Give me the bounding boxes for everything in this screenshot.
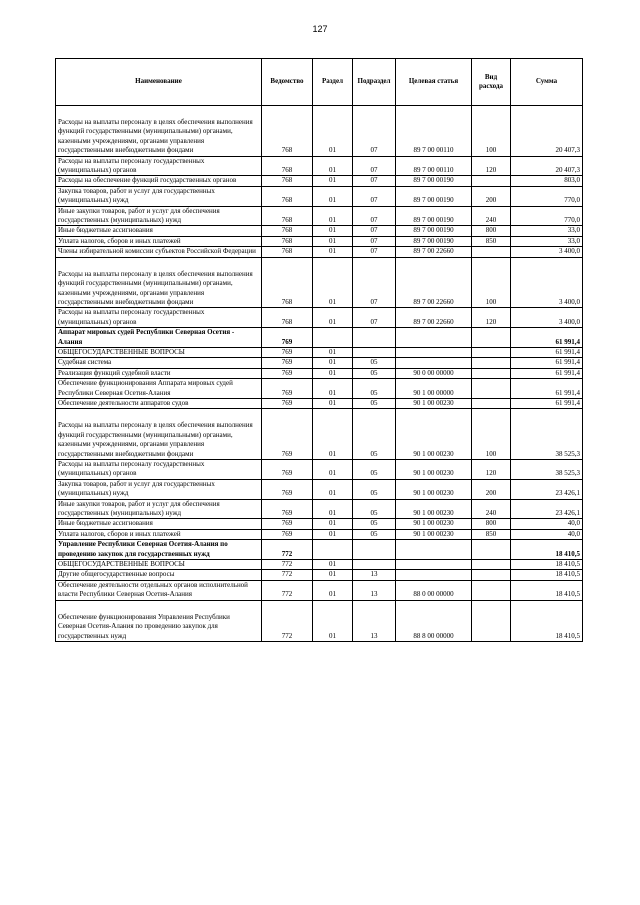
cell-name: Закупка товаров, работ и услуг для государственных (муниципальных) нужд xyxy=(56,186,262,206)
cell-subsection: 07 xyxy=(353,226,396,236)
cell-department: 768 xyxy=(262,176,313,186)
cell-subsection: 05 xyxy=(353,398,396,408)
cell-name: Иные бюджетные ассигнования xyxy=(56,226,262,236)
cell-name: Иные закупки товаров, работ и услуг для обеспечения государственных (муниципальных) нужд xyxy=(56,499,262,519)
cell-section: 01 xyxy=(313,106,353,157)
cell-amount: 23 426,1 xyxy=(511,499,583,519)
cell-amount: 18 410,5 xyxy=(511,540,583,560)
cell-expense-type: 800 xyxy=(472,519,511,529)
cell-amount: 23 426,1 xyxy=(511,479,583,499)
cell-target-article: 90 0 00 00000 xyxy=(396,368,472,378)
cell-section: 01 xyxy=(313,519,353,529)
cell-subsection xyxy=(353,328,396,348)
cell-name: Расходы на выплаты персоналу в целях обеспечения выполнения функций государственными (муниципальными) органами, казенными учреждениями, органами управления государственными внебюджетными фондами xyxy=(56,106,262,157)
cell-expense-type xyxy=(472,176,511,186)
table-row xyxy=(56,560,583,570)
header-subsection: Подраздел xyxy=(353,59,396,106)
cell-amount: 18 410,5 xyxy=(511,570,583,580)
cell-name: Расходы на выплаты персоналу государственных (муниципальных) органов xyxy=(56,156,262,176)
cell-department: 769 xyxy=(262,398,313,408)
cell-subsection: 05 xyxy=(353,368,396,378)
cell-name: Управление Республики Северная Осетия-Алания по проведению закупок для государственных нужд xyxy=(56,540,262,560)
cell-name: Расходы на выплаты персоналу в целях обеспечения выполнения функций государственными (муниципальными) органами, казенными учреждениями, органами управления государственными внебюджетными фондами xyxy=(56,257,262,308)
cell-section: 01 xyxy=(313,379,353,399)
cell-amount: 61 991,4 xyxy=(511,368,583,378)
cell-target-article: 90 1 00 00230 xyxy=(396,398,472,408)
cell-subsection: 07 xyxy=(353,106,396,157)
cell-expense-type: 120 xyxy=(472,308,511,328)
cell-section: 01 xyxy=(313,236,353,246)
cell-section: 01 xyxy=(313,460,353,480)
cell-name: Обеспечение деятельности аппаратов судов xyxy=(56,398,262,408)
cell-subsection: 07 xyxy=(353,206,396,226)
cell-subsection xyxy=(353,560,396,570)
cell-department: 769 xyxy=(262,529,313,539)
cell-amount: 61 991,4 xyxy=(511,358,583,368)
cell-expense-type xyxy=(472,347,511,357)
table-row xyxy=(56,358,583,368)
cell-target-article xyxy=(396,347,472,357)
header-name: Наименование xyxy=(56,59,262,106)
cell-section: 01 xyxy=(313,398,353,408)
cell-department: 769 xyxy=(262,479,313,499)
cell-section: 01 xyxy=(313,600,353,641)
table-row xyxy=(56,398,583,408)
table-row xyxy=(56,328,583,348)
table-row xyxy=(56,540,583,560)
cell-name: Обеспечение функционирования Аппарата мировых судей Республики Северная Осетия-Алания xyxy=(56,379,262,399)
cell-expense-type xyxy=(472,379,511,399)
cell-target-article: 89 7 00 22660 xyxy=(396,257,472,308)
cell-subsection: 05 xyxy=(353,479,396,499)
cell-department: 769 xyxy=(262,460,313,480)
header-target-article: Целевая статья xyxy=(396,59,472,106)
cell-subsection: 07 xyxy=(353,257,396,308)
cell-amount: 3 400,0 xyxy=(511,308,583,328)
cell-department: 768 xyxy=(262,226,313,236)
cell-name: Судебная система xyxy=(56,358,262,368)
cell-target-article: 90 1 00 00230 xyxy=(396,519,472,529)
cell-subsection xyxy=(353,540,396,560)
cell-amount: 61 991,4 xyxy=(511,379,583,399)
cell-section: 01 xyxy=(313,176,353,186)
cell-department: 768 xyxy=(262,156,313,176)
cell-section: 01 xyxy=(313,186,353,206)
table-row xyxy=(56,519,583,529)
table-row xyxy=(56,156,583,176)
cell-name: Расходы на выплаты персоналу государственных (муниципальных) органов xyxy=(56,308,262,328)
cell-name: Расходы на обеспечение функций государственных органов xyxy=(56,176,262,186)
budget-table xyxy=(55,58,583,642)
table-row xyxy=(56,479,583,499)
cell-expense-type xyxy=(472,580,511,600)
cell-amount: 33,0 xyxy=(511,226,583,236)
cell-section: 01 xyxy=(313,529,353,539)
cell-section: 01 xyxy=(313,308,353,328)
cell-expense-type: 100 xyxy=(472,106,511,157)
cell-target-article: 90 1 00 00230 xyxy=(396,460,472,480)
cell-section: 01 xyxy=(313,479,353,499)
table-row xyxy=(56,600,583,641)
cell-expense-type: 850 xyxy=(472,236,511,246)
cell-target-article: 90 1 00 00230 xyxy=(396,499,472,519)
cell-section: 01 xyxy=(313,368,353,378)
table-body xyxy=(56,106,583,642)
cell-target-article: 90 1 00 00230 xyxy=(396,409,472,460)
cell-subsection: 07 xyxy=(353,186,396,206)
cell-amount: 3 400,0 xyxy=(511,257,583,308)
cell-subsection xyxy=(353,347,396,357)
cell-expense-type xyxy=(472,247,511,257)
cell-section: 01 xyxy=(313,247,353,257)
cell-target-article xyxy=(396,328,472,348)
cell-target-article: 90 1 00 00230 xyxy=(396,529,472,539)
cell-department: 772 xyxy=(262,540,313,560)
cell-name: Реализация функций судебной власти xyxy=(56,368,262,378)
cell-department: 772 xyxy=(262,570,313,580)
cell-expense-type xyxy=(472,560,511,570)
cell-expense-type xyxy=(472,570,511,580)
cell-amount: 803,0 xyxy=(511,176,583,186)
cell-amount: 40,0 xyxy=(511,519,583,529)
header-section: Раздел xyxy=(313,59,353,106)
cell-expense-type: 100 xyxy=(472,409,511,460)
cell-expense-type: 800 xyxy=(472,226,511,236)
cell-amount: 40,0 xyxy=(511,529,583,539)
cell-section: 01 xyxy=(313,257,353,308)
cell-department: 768 xyxy=(262,186,313,206)
cell-target-article: 89 7 00 00110 xyxy=(396,156,472,176)
table-row xyxy=(56,308,583,328)
cell-section: 01 xyxy=(313,580,353,600)
cell-name: Иные закупки товаров, работ и услуг для обеспечения государственных (муниципальных) нужд xyxy=(56,206,262,226)
cell-name: ОБЩЕГОСУДАРСТВЕННЫЕ ВОПРОСЫ xyxy=(56,347,262,357)
cell-department: 769 xyxy=(262,368,313,378)
cell-amount: 38 525,3 xyxy=(511,460,583,480)
header-expense-type: Вид расхода xyxy=(472,59,511,106)
cell-subsection: 07 xyxy=(353,308,396,328)
cell-department: 768 xyxy=(262,106,313,157)
table-header-row xyxy=(56,59,583,106)
cell-subsection: 05 xyxy=(353,460,396,480)
cell-expense-type: 240 xyxy=(472,499,511,519)
cell-subsection: 13 xyxy=(353,580,396,600)
cell-name: Расходы на выплаты персоналу в целях обеспечения выполнения функций государственными (муниципальными) органами, казенными учреждениями, органами управления государственными внебюджетными фондами xyxy=(56,409,262,460)
cell-target-article: 89 7 00 00110 xyxy=(396,106,472,157)
cell-expense-type: 120 xyxy=(472,156,511,176)
cell-subsection: 13 xyxy=(353,600,396,641)
cell-name: Обеспечение функционирования Управления Республики Северная Осетия-Алания по проведению закупок для государственных нужд xyxy=(56,600,262,641)
cell-name: Обеспечение деятельности отдельных органов исполнительной власти Республики Северная Осетия-Алания xyxy=(56,580,262,600)
cell-target-article: 89 7 00 00190 xyxy=(396,236,472,246)
cell-target-article: 90 1 00 00230 xyxy=(396,479,472,499)
cell-department: 769 xyxy=(262,347,313,357)
cell-subsection: 07 xyxy=(353,236,396,246)
table-row xyxy=(56,347,583,357)
cell-expense-type xyxy=(472,600,511,641)
table-row xyxy=(56,176,583,186)
cell-name: Уплата налогов, сборов и иных платежей xyxy=(56,236,262,246)
cell-department: 768 xyxy=(262,308,313,328)
cell-expense-type: 100 xyxy=(472,257,511,308)
table-row xyxy=(56,580,583,600)
cell-subsection: 05 xyxy=(353,358,396,368)
cell-target-article xyxy=(396,540,472,560)
cell-amount: 18 410,5 xyxy=(511,580,583,600)
cell-target-article: 89 7 00 22660 xyxy=(396,308,472,328)
cell-amount: 61 991,4 xyxy=(511,328,583,348)
cell-department: 769 xyxy=(262,379,313,399)
table-row xyxy=(56,257,583,308)
cell-subsection: 05 xyxy=(353,499,396,519)
cell-amount: 20 407,3 xyxy=(511,156,583,176)
cell-target-article: 88 8 00 00000 xyxy=(396,600,472,641)
cell-department: 768 xyxy=(262,247,313,257)
cell-subsection: 05 xyxy=(353,519,396,529)
cell-name: Расходы на выплаты персоналу государственных (муниципальных) органов xyxy=(56,460,262,480)
header-department: Ведомство xyxy=(262,59,313,106)
cell-target-article xyxy=(396,358,472,368)
cell-target-article: 88 0 00 00000 xyxy=(396,580,472,600)
cell-expense-type: 240 xyxy=(472,206,511,226)
cell-department: 772 xyxy=(262,580,313,600)
cell-name: ОБЩЕГОСУДАРСТВЕННЫЕ ВОПРОСЫ xyxy=(56,560,262,570)
table-row xyxy=(56,460,583,480)
cell-amount: 61 991,4 xyxy=(511,347,583,357)
cell-name: Уплата налогов, сборов и иных платежей xyxy=(56,529,262,539)
cell-target-article: 90 1 00 00000 xyxy=(396,379,472,399)
cell-target-article: 89 7 00 22660 xyxy=(396,247,472,257)
cell-amount: 770,0 xyxy=(511,206,583,226)
cell-section: 01 xyxy=(313,226,353,236)
cell-section: 01 xyxy=(313,206,353,226)
cell-department: 768 xyxy=(262,236,313,246)
cell-subsection: 13 xyxy=(353,570,396,580)
table-row xyxy=(56,499,583,519)
cell-department: 769 xyxy=(262,519,313,529)
cell-section: 01 xyxy=(313,156,353,176)
cell-expense-type xyxy=(472,540,511,560)
cell-target-article xyxy=(396,560,472,570)
cell-expense-type: 120 xyxy=(472,460,511,480)
cell-department: 769 xyxy=(262,358,313,368)
cell-expense-type: 200 xyxy=(472,186,511,206)
table-row xyxy=(56,206,583,226)
cell-target-article: 89 7 00 00190 xyxy=(396,206,472,226)
table-row xyxy=(56,226,583,236)
cell-section xyxy=(313,328,353,348)
cell-section: 01 xyxy=(313,499,353,519)
cell-section: 01 xyxy=(313,560,353,570)
cell-department: 768 xyxy=(262,206,313,226)
cell-subsection: 07 xyxy=(353,247,396,257)
table-row xyxy=(56,529,583,539)
table-row xyxy=(56,236,583,246)
page-number: 127 xyxy=(312,24,328,34)
table-row xyxy=(56,379,583,399)
table-row xyxy=(56,570,583,580)
header-amount: Сумма xyxy=(511,59,583,106)
cell-department: 769 xyxy=(262,409,313,460)
cell-amount: 38 525,3 xyxy=(511,409,583,460)
table-row xyxy=(56,186,583,206)
cell-target-article: 89 7 00 00190 xyxy=(396,226,472,236)
cell-name: Закупка товаров, работ и услуг для государственных (муниципальных) нужд xyxy=(56,479,262,499)
cell-section: 01 xyxy=(313,358,353,368)
cell-section: 01 xyxy=(313,347,353,357)
cell-name: Иные бюджетные ассигнования xyxy=(56,519,262,529)
cell-amount: 3 400,0 xyxy=(511,247,583,257)
cell-subsection: 05 xyxy=(353,529,396,539)
cell-target-article: 89 7 00 00190 xyxy=(396,176,472,186)
cell-expense-type xyxy=(472,398,511,408)
cell-section xyxy=(313,540,353,560)
cell-amount: 770,0 xyxy=(511,186,583,206)
cell-amount: 18 410,5 xyxy=(511,560,583,570)
cell-department: 769 xyxy=(262,328,313,348)
cell-department: 769 xyxy=(262,499,313,519)
cell-section: 01 xyxy=(313,409,353,460)
cell-department: 772 xyxy=(262,600,313,641)
cell-section: 01 xyxy=(313,570,353,580)
cell-name: Члены избирательной комиссии субъектов Российской Федерации xyxy=(56,247,262,257)
cell-expense-type xyxy=(472,328,511,348)
cell-name: Аппарат мировых судей Республики Северная Осетия - Алания xyxy=(56,328,262,348)
cell-amount: 18 410,5 xyxy=(511,600,583,641)
cell-expense-type xyxy=(472,368,511,378)
table-row xyxy=(56,247,583,257)
cell-subsection: 05 xyxy=(353,379,396,399)
cell-subsection: 05 xyxy=(353,409,396,460)
cell-department: 772 xyxy=(262,560,313,570)
cell-amount: 20 407,3 xyxy=(511,106,583,157)
cell-target-article: 89 7 00 00190 xyxy=(396,186,472,206)
cell-name: Другие общегосударственные вопросы xyxy=(56,570,262,580)
table-row xyxy=(56,368,583,378)
table-row xyxy=(56,409,583,460)
cell-subsection: 07 xyxy=(353,156,396,176)
cell-expense-type: 850 xyxy=(472,529,511,539)
cell-amount: 33,0 xyxy=(511,236,583,246)
cell-expense-type: 200 xyxy=(472,479,511,499)
cell-amount: 61 991,4 xyxy=(511,398,583,408)
cell-target-article xyxy=(396,570,472,580)
cell-department: 768 xyxy=(262,257,313,308)
table-row xyxy=(56,106,583,157)
cell-subsection: 07 xyxy=(353,176,396,186)
cell-expense-type xyxy=(472,358,511,368)
